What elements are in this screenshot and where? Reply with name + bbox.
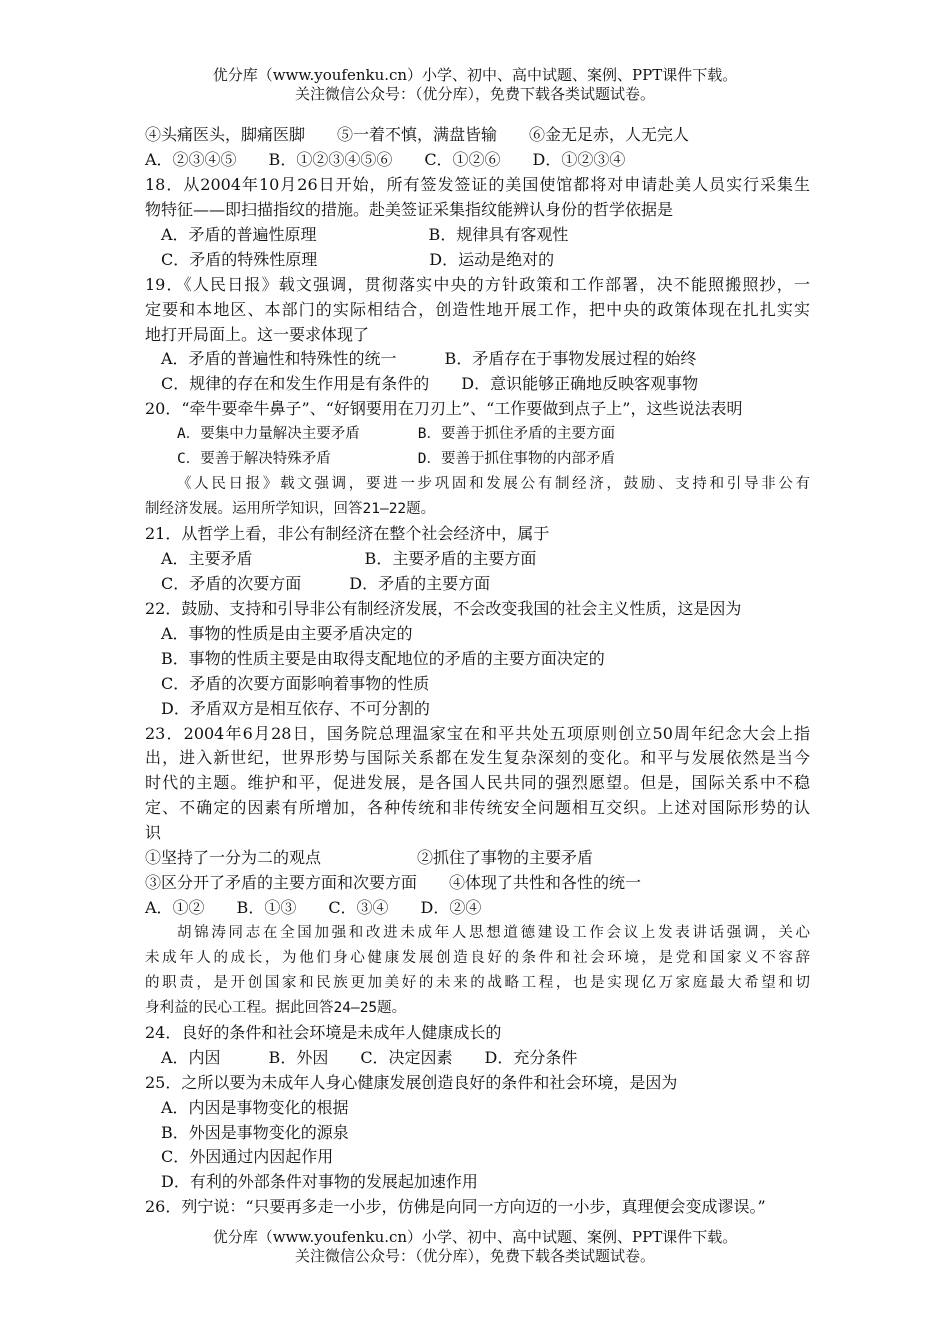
passage-line: 的职责，是开创国家和民族更加美好的未来的战略工程，也是实现亿万家庭最大希望和切 [145, 974, 810, 991]
passage-line: 制经济发展。运用所学知识，回答21—22题。 [145, 501, 436, 518]
footer-line-2: 关注微信公众号：（优分库），免费下载各类试题试卷。 [294, 1247, 655, 1265]
option-line: C．外因通过内因起作用 [161, 1147, 334, 1167]
statement-line: ①坚持了一分为二的观点 ②抓住了事物的主要矛盾 [145, 848, 594, 868]
passage-line: 身利益的民心工程。据此回答24—25题。 [145, 999, 407, 1016]
page-footer [0, 1228, 950, 1266]
page-header [0, 66, 950, 104]
question-22: 22．鼓励、支持和引导非公有制经济发展，不会改变我国的社会主义性质，这是因为 [145, 598, 742, 618]
option-line: A．事物的性质是由主要矛盾决定的 [161, 623, 413, 643]
passage-line: 未成年人的成长，为他们身心健康发展创造良好的条件和社会环境，是党和国家义不容辞 [145, 949, 810, 966]
passage-line: 胡锦涛同志在全国加强和改进未成年人思想道德建设工作会议上发表讲话强调，关心 [177, 925, 810, 941]
option-line: C．矛盾的特殊性原理 D．运动是绝对的 [161, 249, 555, 269]
exam-body [145, 123, 810, 1220]
option-line: A．内因是事物变化的根据 [161, 1097, 349, 1117]
text-line: 物特征——即扫描指纹的措施。赴美签证采集指纹能辨认身份的哲学依据是 [145, 199, 674, 219]
text-line: 地打开局面上。这一要求体现了 [145, 324, 370, 344]
question-18: 18．从2004年10月26日开始，所有签发签证的美国使馆都将对申请赴美人员实行采集生 [145, 174, 810, 194]
option-line: A．主要矛盾 B．主要矛盾的主要方面 [161, 548, 537, 568]
question-23: 23．2004年6月28日，国务院总理温家宝在和平共处五项原则创立50周年纪念大会上指 [145, 723, 810, 743]
question-21: 21．从哲学上看，非公有制经济在整个社会经济中，属于 [145, 524, 550, 543]
header-line-2: 关注微信公众号：（优分库），免费下载各类试题试卷。 [294, 85, 655, 103]
header-line-1: 优分库（www.youfenku.cn）小学、初中、高中试题、案例、PPT课件下载。 [212, 66, 738, 84]
option-line: A．矛盾的普遍性和特殊性的统一 B．矛盾存在于事物发展过程的始终 [161, 349, 697, 369]
question-25: 25．之所以要为未成年人身心健康发展创造良好的条件和社会环境，是因为 [145, 1072, 678, 1092]
footer-line-1: 优分库（www.youfenku.cn）小学、初中、高中试题、案例、PPT课件下载。 [212, 1228, 738, 1246]
statement-line: ③区分开了矛盾的主要方面和次要方面 ④体现了共性和各性的统一 [145, 873, 642, 893]
text-line: 时代的主题。维护和平，促进发展，是各国人民共同的强烈愿望。但是，国际关系中不稳 [145, 773, 810, 793]
option-line: C．矛盾的次要方面影响着事物的性质 [161, 673, 430, 693]
passage-line: 《人民日报》载文强调，要进一步巩固和发展公有制经济，鼓励、支持和引导非公有 [177, 476, 810, 493]
text-line: 定、不确定的因素有所增加，各种传统和非传统安全问题相互交织。上述对国际形势的认 [145, 798, 810, 818]
option-line: A．内因 B．外因 C．决定因素 D．充分条件 [161, 1047, 578, 1067]
text-line: 定要和本地区、本部门的实际相结合，创造性地开展工作，把中央的政策体现在扎扎实实 [145, 299, 810, 319]
option-line: B．事物的性质主要是由取得支配地位的矛盾的主要方面决定的 [161, 648, 605, 668]
question-26: 26．列宁说：“只要再多走一小步，仿佛是向同一方向迈的一小步，真理便会变成谬误。” [145, 1197, 766, 1217]
option-line: C．要善于解决特殊矛盾 D．要善于抓住事物的内部矛盾 [177, 451, 615, 468]
answer-options: A．②③④⑤ B．①②③④⑤⑥ C．①②⑥ D．①②③④ [145, 149, 626, 169]
answer-options: A．①② B．①③ C．③④ D．②④ [145, 898, 482, 918]
text-line: ④头痛医头，脚痛医脚 ⑤一着不慎，满盘皆输 ⑥金无足赤，人无完人 [145, 125, 690, 144]
option-line: D．矛盾双方是相互依存、不可分割的 [161, 698, 430, 718]
option-line: C．矛盾的次要方面 D．矛盾的主要方面 [161, 573, 491, 593]
option-line: A．要集中力量解决主要矛盾 B．要善于抓住矛盾的主要方面 [177, 426, 615, 443]
option-line: A．矛盾的普遍性原理 B．规律具有客观性 [161, 224, 569, 244]
text-line: 识 [145, 823, 162, 843]
option-line: D．有利的外部条件对事物的发展起加速作用 [161, 1172, 478, 1192]
question-19: 19．《人民日报》载文强调，贯彻落实中央的方针政策和工作部署，决不能照搬照抄，一 [145, 274, 810, 294]
question-24: 24．良好的条件和社会环境是未成年人健康成长的 [145, 1022, 502, 1042]
option-line: C．规律的存在和发生作用是有条件的 D．意识能够正确地反映客观事物 [161, 374, 699, 394]
text-line: 出，进入新世纪，世界形势与国际关系都在发生复杂深刻的变化。和平与发展依然是当今 [145, 748, 810, 768]
question-20: 20．“牵牛要牵牛鼻子”、“好钢要用在刀刃上”、“工作要做到点子上”，这些说法表明 [145, 399, 743, 419]
option-line: B．外因是事物变化的源泉 [161, 1122, 349, 1142]
